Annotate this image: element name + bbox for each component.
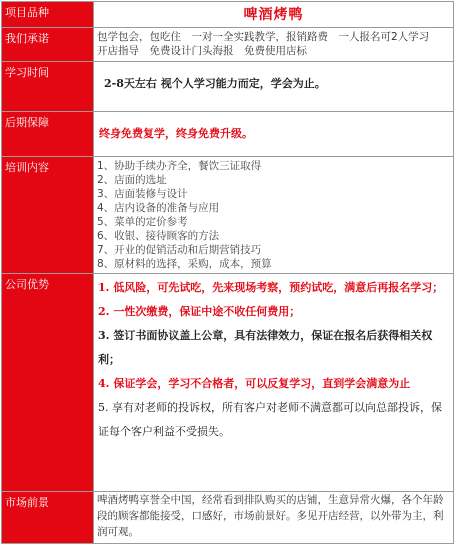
row-study-time <box>2 62 454 112</box>
advantage-item: 2. 一性次缴费，保证中途不收任何费用； <box>98 305 301 318</box>
product-value: 啤酒烤鸭 <box>94 2 454 28</box>
row-promise <box>2 28 454 62</box>
training-item: 1、协助手续办齐全，餐饮三证取得 <box>97 160 262 172</box>
row-advantages <box>2 274 454 492</box>
advantages-list <box>94 274 454 492</box>
market-label: 市场前景 <box>2 492 94 544</box>
advantage-item: 5. 享有对老师的投诉权，所有客户对老师不满意都可以向总部投诉，保证每个客户利益不受损失。 <box>98 401 442 438</box>
training-list <box>94 157 454 274</box>
training-label: 培训内容 <box>2 157 94 274</box>
product-label: 项目品种 <box>2 2 94 28</box>
guarantee-value: 终身免费复学，终身免费升级。 <box>94 112 454 157</box>
advantage-item: 1. 低风险，可先试吃，先来现场考察，预约试吃，满意后再报名学习； <box>98 281 444 294</box>
advantages-label: 公司优势 <box>2 274 94 492</box>
training-item: 6、收银、接待顾客的方法 <box>97 230 220 242</box>
market-value: 啤酒烤鸭享誉全中国，经常看到排队购买的店铺，生意异常火爆，各个年龄段的顾客都能接受，口感好，市场前景好。多见开店经营，以外带为主，利润可观。 <box>94 492 454 544</box>
study-time-value: 2-8天左右 视个人学习能力而定，学会为止。 <box>94 62 454 112</box>
row-training <box>2 157 454 274</box>
row-product <box>2 2 454 28</box>
advantage-item: 3. 签订书面协议盖上公章，具有法律效力，保证在报名后获得相关权利； <box>98 329 433 366</box>
promise-value: 包学包会，包吃住 一对一全实践教学，报销路费 一人报名可2人学习 开店指导 免费设计门头海报 免费使用店标 <box>94 28 454 62</box>
training-item: 4、店内设备的准备与应用 <box>97 202 220 214</box>
guarantee-label: 后期保障 <box>2 112 94 157</box>
project-info-table <box>1 1 454 544</box>
training-item: 7、开业的促销活动和后期营销技巧 <box>97 244 262 256</box>
advantage-item: 4. 保证学会，学习不合格者，可以反复学习，直到学会满意为止 <box>98 377 411 390</box>
study-time-label: 学习时间 <box>2 62 94 112</box>
training-item: 3、店面装修与设计 <box>97 188 188 200</box>
training-item: 8、原材料的选择，采购，成本，预算 <box>97 258 272 270</box>
row-market <box>2 492 454 544</box>
promise-label: 我们承诺 <box>2 28 94 62</box>
training-item: 2、店面的选址 <box>97 174 167 186</box>
row-guarantee <box>2 112 454 157</box>
training-item: 5、菜单的定价参考 <box>97 216 188 228</box>
